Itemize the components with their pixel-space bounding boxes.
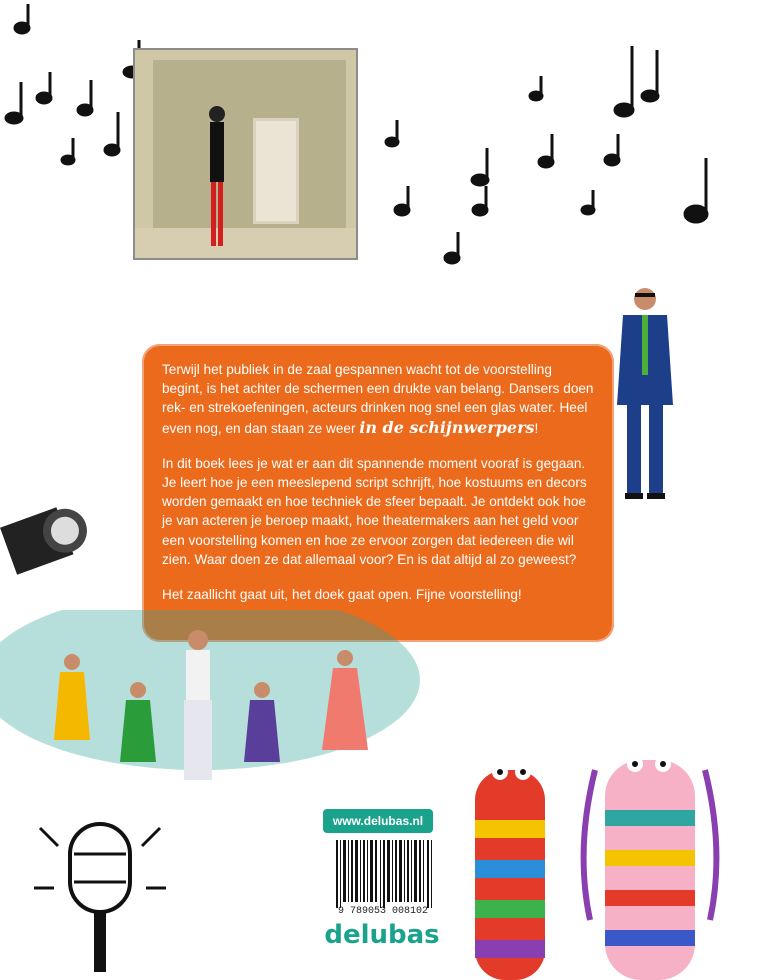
website-label: www.delubas.nl — [323, 809, 433, 833]
spotlight-icon — [0, 488, 92, 598]
sock-puppets-photo — [455, 730, 762, 980]
actress-figure — [207, 102, 227, 252]
intro-text: Terwijl het publiek in de zaal gespannen wacht tot de voorstelling begint, is het achter de schermen een drukte van belang. Dansers doen rek- en strekoefeningen, acteurs drinken nog snel een glas water. Heel even nog, en dan staan ze weer — [162, 362, 594, 436]
isbn-number: 9 789053 008102 — [337, 906, 428, 917]
stage-floor — [135, 228, 356, 258]
paragraph-intro — [162, 360, 594, 438]
description-text-box — [142, 344, 614, 642]
barcode-image — [334, 840, 434, 908]
man-in-suit-photo — [605, 285, 685, 505]
music-notes-decoration — [0, 0, 762, 280]
publisher-logo: delubas — [324, 920, 440, 950]
microphone-icon — [30, 808, 170, 980]
dancers-photo — [0, 610, 420, 810]
intro-exclamation: ! — [534, 420, 539, 436]
stage-door — [253, 118, 299, 224]
stage-backdrop — [153, 60, 346, 230]
stage-photo — [133, 48, 358, 260]
paragraph-closing: Het zaallicht gaat uit, het doek gaat open. Fijne voorstelling! — [162, 587, 522, 603]
highlight-title: in de schijnwerpers — [359, 417, 535, 437]
paragraph-contents: In dit boek lees je wat er aan dit spannende moment vooraf is gegaan. Je leert hoe je een meeslepend script schrijft, hoe kostuums en decors worden gemaakt en hoe techniek de sfeer bepaalt. Je ontdekt ook hoe je van acteren je beroep maakt, hoe theatermakers aan het geld voor een voorstelling komen en hoe ze ervoor zorgen dat iedereen die wil zien. Waar doen ze dat allemaal voor? En is dat altijd al zo geweest? — [162, 455, 587, 567]
